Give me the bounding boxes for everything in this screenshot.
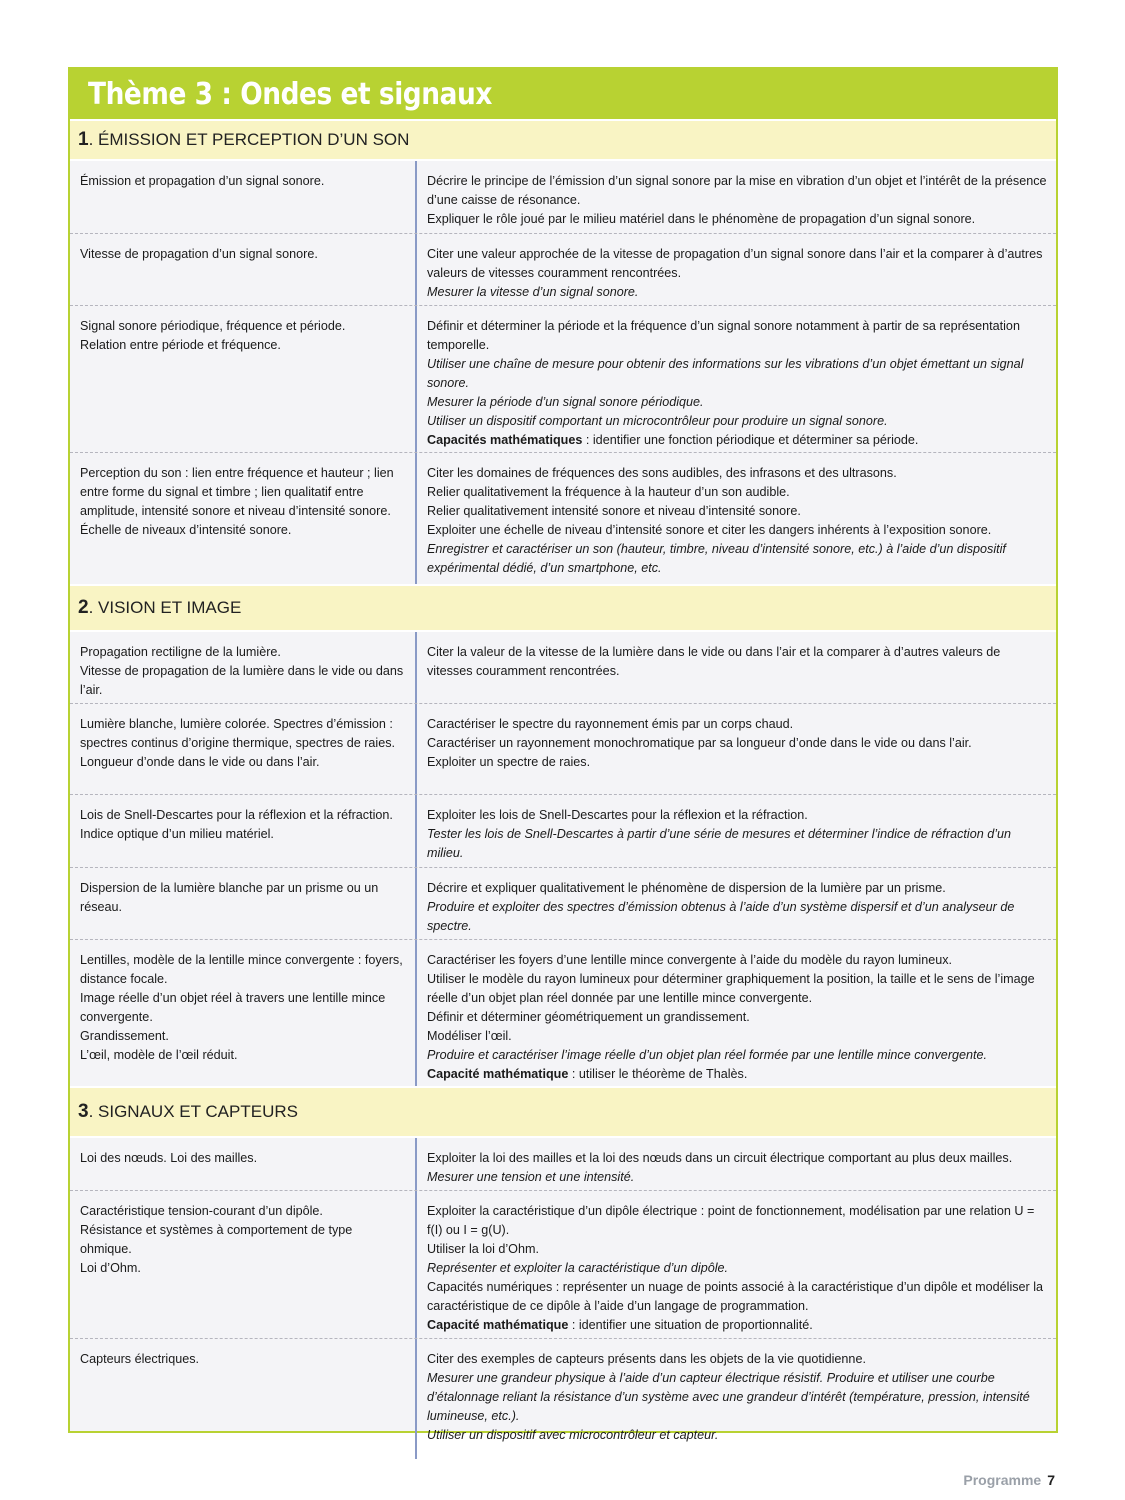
capacity-text: Relier qualitativement la fréquence à la hauteur d’un son audible. (427, 485, 790, 499)
activity-text: Mesurer une tension et une intensité. (427, 1170, 635, 1184)
notion-cell (70, 868, 417, 939)
table-row (70, 161, 1056, 234)
notion-text: Signal sonore périodique, fréquence et période. (80, 319, 346, 333)
capacity-text: Caractériser le spectre du rayonnement émis par un corps chaud. (427, 717, 794, 731)
section-title: . VISION ET IMAGE (88, 598, 242, 617)
notion-text: Vitesse de propagation d’un signal sonore. (80, 247, 318, 261)
notion-cell (70, 453, 417, 584)
capacity-cell (417, 453, 1056, 584)
page-number: 7 (1047, 1472, 1055, 1488)
capacity-text: Citer des exemples de capteurs présents dans les objets de la vie quotidienne. (427, 1352, 866, 1366)
table-row (70, 940, 1056, 1086)
section-number: 1 (78, 129, 89, 150)
capacity-cell (417, 795, 1056, 867)
table-row (70, 1191, 1056, 1339)
notion-cell (70, 1339, 417, 1459)
activity-text: Représenter et exploiter la caractéristique d’un dipôle. (427, 1261, 729, 1275)
notion-text: Relation entre période et fréquence. (80, 338, 281, 352)
table-row (70, 453, 1056, 584)
activity-text: Mesurer la vitesse d’un signal sonore. (427, 285, 639, 299)
activity-text: Utiliser un dispositif comportant un microcontrôleur pour produire un signal sonore. (427, 414, 888, 428)
notion-text: Loi des nœuds. Loi des mailles. (80, 1151, 258, 1165)
capacity-text: Définir et déterminer la période et la fréquence d’un signal sonore notamment à partir de sa représentation temporelle. (427, 319, 1020, 352)
capacity-text: Décrire le principe de l’émission d’un signal sonore par la mise en vibration d’un objet et l’intérêt de la présence d’une caisse de résonance. (427, 174, 1047, 207)
notion-text: Perception du son : lien entre fréquence et hauteur ; lien entre forme du signal et timbre ; lien qualitatif entre amplitude, intensité sonore et niveau d’intensité sonore. Échelle de niveaux d’intensité sonore. (80, 466, 394, 537)
capacity-text: Relier qualitativement intensité sonore et niveau d’intensité sonore. (427, 504, 801, 518)
notion-text: Lois de Snell-Descartes pour la réflexion et la réfraction. Indice optique d’un milieu matériel. (80, 808, 393, 841)
notion-cell (70, 632, 417, 703)
capacity-text: Exploiter la caractéristique d’un dipôle électrique : point de fonctionnement, modélisation par une relation U = f(I) ou I = g(U). (427, 1204, 1035, 1237)
section-number: 3 (78, 1101, 89, 1122)
capacity-text: Citer les domaines de fréquences des sons audibles, des infrasons et des ultrasons. (427, 466, 897, 480)
activity-text: Tester les lois de Snell-Descartes à partir d’une série de mesures et déterminer l’indice de réfraction d’un milieu. (427, 827, 1012, 860)
notion-text: Image réelle d’un objet réel à travers une lentille mince convergente. (80, 991, 386, 1024)
capacity-text: Exploiter un spectre de raies. (427, 755, 591, 769)
section-header-2 (70, 584, 1056, 632)
section-header-1 (70, 119, 1056, 161)
notion-text: Loi d’Ohm. (80, 1261, 141, 1275)
notion-cell (70, 1138, 417, 1190)
activity-text: Mesurer la période d’un signal sonore périodique. (427, 395, 704, 409)
notion-cell (70, 704, 417, 794)
capacity-cell (417, 161, 1056, 233)
capacity-text: Modéliser l’œil. (427, 1029, 512, 1043)
capacity-text: Citer une valeur approchée de la vitesse de propagation d’un signal sonore dans l’air et la comparer à d’autres valeurs de vitesses couramment rencontrées. (427, 247, 1043, 280)
capacity-text: Citer la valeur de la vitesse de la lumière dans le vide ou dans l’air et la comparer à d’autres valeurs de vitesses couramment rencontrées. (427, 645, 1001, 678)
table-row (70, 1138, 1056, 1191)
capacity-text: Utiliser la loi d’Ohm. (427, 1242, 539, 1256)
page-footer (963, 1472, 1055, 1488)
section-number: 2 (78, 597, 89, 618)
notion-text: L’œil, modèle de l’œil réduit. (80, 1048, 238, 1062)
capacity-cell (417, 234, 1056, 305)
capacity-text: Définir et déterminer géométriquement un grandissement. (427, 1010, 750, 1024)
notion-cell (70, 940, 417, 1086)
notion-text: Capteurs électriques. (80, 1352, 200, 1366)
table-row (70, 306, 1056, 453)
activity-text: Utiliser une chaîne de mesure pour obtenir des informations sur les vibrations d’un objet émettant un signal sonore. (427, 357, 1024, 390)
notion-text: Vitesse de propagation de la lumière dans le vide ou dans l’air. (80, 664, 404, 697)
capacity-text: : identifier une situation de proportionnalité. (568, 1318, 813, 1332)
notion-text: Émission et propagation d’un signal sonore. (80, 174, 325, 188)
capacity-cell (417, 1191, 1056, 1338)
capacity-text: Exploiter une échelle de niveau d’intensité sonore et citer les dangers inhérents à l’exposition sonore. (427, 523, 992, 537)
notion-text: Dispersion de la lumière blanche par un prisme ou un réseau. (80, 881, 379, 914)
table-row (70, 704, 1056, 795)
capacity-text: Exploiter la loi des mailles et la loi des nœuds dans un circuit électrique comportant au plus deux mailles. (427, 1151, 1013, 1165)
footer-label: Programme (963, 1472, 1042, 1488)
notion-text: Propagation rectiligne de la lumière. (80, 645, 281, 659)
capacity-cell (417, 1339, 1056, 1459)
notion-text: Longueur d’onde dans le vide ou dans l’air. (80, 755, 320, 769)
capacity-cell (417, 940, 1056, 1086)
capacity-cell (417, 704, 1056, 794)
math-capacity-label: Capacité mathématique (427, 1318, 569, 1332)
notion-text: Lentilles, modèle de la lentille mince convergente : foyers, distance focale. (80, 953, 403, 986)
notion-cell (70, 161, 417, 233)
notion-text: Résistance et systèmes à comportement de type ohmique. (80, 1223, 353, 1256)
activity-text: Mesurer une grandeur physique à l’aide d’un capteur électrique résistif. Produire et utiliser une courbe d’étalonnage reliant la résistance d’un système avec une grandeur d’intérêt (température, pression, intensité lumineuse, etc.). (427, 1371, 1030, 1423)
capacity-text: : identifier une fonction périodique et déterminer sa période. (582, 433, 919, 447)
notion-cell (70, 795, 417, 867)
section-title: . SIGNAUX ET CAPTEURS (88, 1102, 298, 1121)
capacity-text: Capacités numériques : représenter un nuage de points associé à la caractéristique d’un dipôle et modéliser la caractéristique de ce dipôle à l’aide d’un langage de programmation. (427, 1280, 1044, 1313)
notion-text: Caractéristique tension-courant d’un dipôle. (80, 1204, 323, 1218)
activity-text: Enregistrer et caractériser un son (hauteur, timbre, niveau d’intensité sonore, etc.) à l’aide d’un dispositif expérimental dédié, d’un smartphone, etc. (427, 542, 1006, 575)
section-header-3 (70, 1086, 1056, 1138)
theme-header (70, 69, 1056, 119)
capacity-cell (417, 306, 1056, 452)
notion-text: Grandissement. (80, 1029, 169, 1043)
capacity-text: Exploiter les lois de Snell-Descartes pour la réflexion et la réfraction. (427, 808, 808, 822)
notion-cell (70, 306, 417, 452)
capacity-cell (417, 868, 1056, 939)
math-capacity-label: Capacité mathématique (427, 1067, 569, 1081)
theme-title: Thème 3 : Ondes et signaux (88, 76, 492, 112)
section-title: . ÉMISSION ET PERCEPTION D’UN SON (88, 130, 410, 149)
activity-text: Produire et exploiter des spectres d’émission obtenus à l’aide d’un système dispersif et d’un analyseur de spectre. (427, 900, 1015, 933)
activity-text: Produire et caractériser l’image réelle d’un objet plan réel formée par une lentille mince convergente. (427, 1048, 988, 1062)
notion-cell (70, 234, 417, 305)
table-row (70, 1339, 1056, 1459)
capacity-text: Caractériser un rayonnement monochromatique par sa longueur d’onde dans le vide ou dans l’air. (427, 736, 972, 750)
activity-text: Utiliser un dispositif avec microcontrôleur et capteur. (427, 1428, 719, 1442)
table-row (70, 868, 1056, 940)
capacity-cell (417, 1138, 1056, 1190)
capacity-text: Expliquer le rôle joué par le milieu matériel dans le phénomène de propagation d’un signal sonore. (427, 212, 976, 226)
capacity-text: Caractériser les foyers d’une lentille mince convergente à l’aide du modèle du rayon lumineux. (427, 953, 953, 967)
table-row (70, 795, 1056, 868)
program-table (68, 67, 1058, 1442)
math-capacity-label: Capacités mathématiques (427, 433, 583, 447)
table-row (70, 632, 1056, 704)
capacity-cell (417, 632, 1056, 703)
capacity-text: Utiliser le modèle du rayon lumineux pour déterminer graphiquement la position, la taille et le sens de l’image réelle d’un objet plan réel donnée par une lentille mince convergente. (427, 972, 1035, 1005)
notion-text: Lumière blanche, lumière colorée. Spectres d’émission : spectres continus d’origine thermique, spectres de raies. (80, 717, 396, 750)
capacity-text: : utiliser le théorème de Thalès. (568, 1067, 748, 1081)
table-row (70, 234, 1056, 306)
capacity-text: Décrire et expliquer qualitativement le phénomène de dispersion de la lumière par un prisme. (427, 881, 946, 895)
notion-cell (70, 1191, 417, 1338)
